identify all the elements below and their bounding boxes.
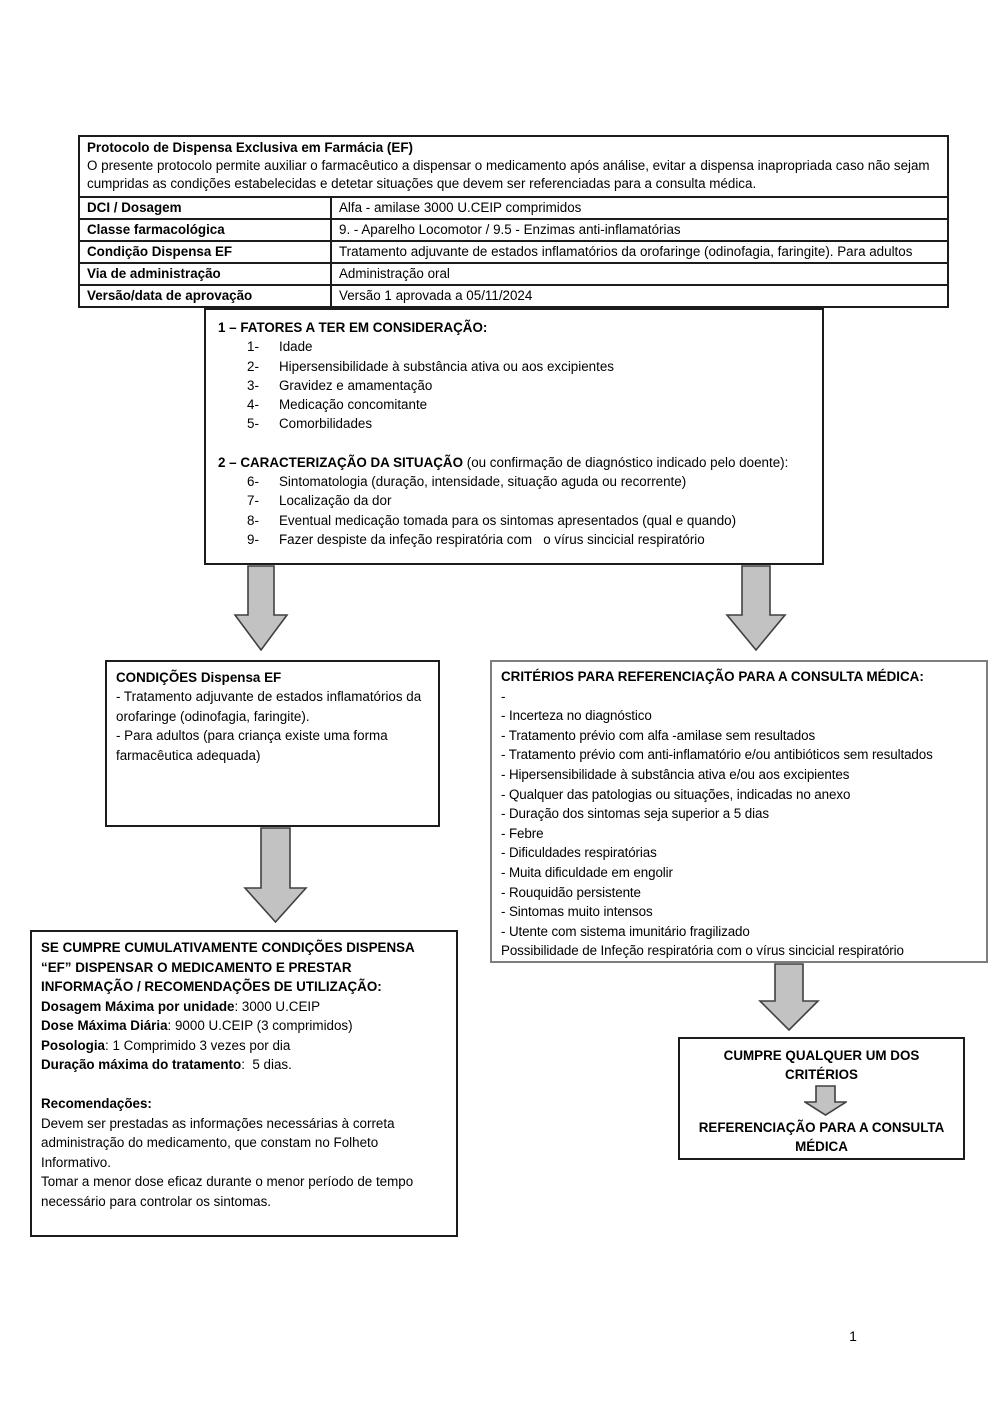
field-value: : 1 Comprimido 3 vezes por dia bbox=[105, 1037, 291, 1053]
dispense-box bbox=[30, 930, 458, 1237]
list-item bbox=[218, 511, 810, 530]
list-item bbox=[218, 395, 810, 414]
protocol-title: Protocolo de Dispensa Exclusiva em Farmácia (EF) bbox=[87, 140, 413, 155]
referral-bottom-line: REFERENCIAÇÃO PARA A CONSULTA bbox=[698, 1120, 945, 1135]
conditions-line: - Para adultos (para criança existe uma forma farmacêutica adequada) bbox=[116, 728, 388, 763]
down-arrow-small bbox=[804, 1085, 847, 1116]
item-text: Gravidez e amamentação bbox=[279, 377, 433, 393]
criteria-item: - Duração dos sintomas seja superior a 5 dias bbox=[501, 806, 769, 822]
list-item bbox=[218, 491, 810, 510]
criteria-box bbox=[490, 660, 988, 963]
item-text: Localização da dor bbox=[279, 493, 392, 509]
conditions-line: - Tratamento adjuvante de estados inflamatórios da orofaringe (odinofagia, faringite). bbox=[116, 689, 422, 724]
conditions-title: CONDIÇÕES Dispensa EF bbox=[116, 670, 282, 685]
field-label: Duração máxima do tratamento bbox=[41, 1057, 242, 1072]
item-number: 5- bbox=[247, 416, 259, 432]
item-text: Medicação concomitante bbox=[279, 397, 428, 413]
list-item bbox=[218, 530, 810, 549]
criteria-item: - Tratamento prévio com alfa -amilase sem resultados bbox=[501, 727, 816, 743]
list-item bbox=[218, 472, 810, 491]
row-value: Tratamento adjuvante de estados inflamatórios da orofaringe (odinofagia, faringite). Para adultos bbox=[331, 241, 948, 263]
down-arrow-criteria bbox=[758, 963, 820, 1031]
recommendations-title: Recomendações: bbox=[41, 1096, 152, 1111]
item-text: Sintomatologia (duração, intensidade, situação aguda ou recorrente) bbox=[279, 474, 687, 490]
criteria-item: - Qualquer das patologias ou situações, indicadas no anexo bbox=[501, 786, 851, 802]
row-value: Alfa - amilase 3000 U.CEIP comprimidos bbox=[331, 197, 948, 219]
table-row-classe bbox=[79, 219, 948, 241]
table-row-dci bbox=[79, 197, 948, 219]
field-value: : 3000 U.CEIP bbox=[234, 998, 321, 1014]
item-text: Comorbilidades bbox=[279, 416, 373, 432]
criteria-item: - Muita dificuldade em engolir bbox=[501, 864, 673, 880]
criteria-item: - Dificuldades respiratórias bbox=[501, 845, 657, 861]
item-number: 3- bbox=[247, 377, 259, 393]
criteria-item: Possibilidade de Infeção respiratória com o vírus sincicial respiratório bbox=[501, 943, 904, 959]
item-number: 6- bbox=[247, 474, 259, 490]
conditions-box bbox=[105, 660, 440, 827]
item-text: Hipersensibilidade à substância ativa ou aos excipientes bbox=[279, 358, 614, 374]
list-item bbox=[218, 357, 810, 376]
criteria-item: - Rouquidão persistente bbox=[501, 884, 641, 900]
criteria-item: - Hipersensibilidade à substância ativa e/ou aos excipientes bbox=[501, 766, 850, 782]
row-label: Via de administração bbox=[79, 263, 331, 285]
referral-bottom-line: MÉDICA bbox=[795, 1139, 848, 1154]
criteria-item: - Febre bbox=[501, 825, 544, 841]
blank-line bbox=[41, 1075, 447, 1095]
criteria-item: - Sintomas muito intensos bbox=[501, 904, 653, 920]
item-text: Idade bbox=[279, 339, 313, 355]
list-item bbox=[218, 337, 810, 356]
item-number: 1- bbox=[247, 339, 259, 355]
row-value: Administração oral bbox=[331, 263, 948, 285]
dispense-title-line: “EF” DISPENSAR O MEDICAMENTO E PRESTAR bbox=[41, 959, 352, 975]
down-arrow-left bbox=[233, 565, 289, 651]
recommendations-paragraph: Devem ser prestadas as informações necessárias à correta administração do medicamento, que constam no Folheto Informativo. bbox=[41, 1115, 395, 1170]
item-text: Eventual medicação tomada para os sintomas apresentados (qual e quando) bbox=[279, 512, 737, 528]
table-row-condicao bbox=[79, 241, 948, 263]
item-text: Fazer despiste da infeção respiratória com o vírus sincicial respiratório bbox=[279, 531, 705, 547]
dosage-field bbox=[41, 1036, 447, 1056]
table-row-via bbox=[79, 263, 948, 285]
dosage-field bbox=[41, 1055, 447, 1075]
referral-top-line: CUMPRE QUALQUER UM DOS bbox=[723, 1048, 920, 1063]
dispense-title-line: INFORMAÇÃO / RECOMENDAÇÕES DE UTILIZAÇÃO: bbox=[41, 979, 382, 994]
item-number: 7- bbox=[247, 493, 259, 509]
protocol-title-cell bbox=[79, 136, 948, 197]
field-value: : 5 dias. bbox=[241, 1057, 292, 1072]
row-label: Condição Dispensa EF bbox=[79, 241, 331, 263]
item-number: 8- bbox=[247, 512, 259, 528]
dosage-field bbox=[41, 1016, 447, 1036]
down-arrow-right bbox=[725, 565, 787, 651]
row-value: 9. - Aparelho Locomotor / 9.5 - Enzimas anti-inflamatórias bbox=[331, 219, 948, 241]
considerations-box bbox=[204, 308, 824, 565]
section1-title: 1 – FATORES A TER EM CONSIDERAÇÃO: bbox=[218, 320, 488, 335]
criteria-item: - Utente com sistema imunitário fragilizado bbox=[501, 923, 750, 939]
item-number: 4- bbox=[247, 397, 259, 413]
field-value: : 9000 U.CEIP (3 comprimidos) bbox=[167, 1018, 353, 1033]
row-label: Versão/data de aprovação bbox=[79, 285, 331, 307]
criteria-title: CRITÉRIOS PARA REFERENCIAÇÃO PARA A CONSULTA MÉDICA: bbox=[501, 669, 924, 684]
row-label: Classe farmacológica bbox=[79, 219, 331, 241]
recommendations-paragraph: Tomar a menor dose eficaz durante o menor período de tempo necessário para controlar os sintomas. bbox=[41, 1174, 414, 1209]
row-label: DCI / Dosagem bbox=[79, 197, 331, 219]
protocol-description: O presente protocolo permite auxiliar o farmacêutico a dispensar o medicamento após análise, evitar a dispensa inapropriada caso não sejam cumpridas as condições estabelecidas e detetar situações que devem ser referenciadas para a consulta médica. bbox=[87, 158, 930, 191]
field-label: Dosagem Máxima por unidade bbox=[41, 998, 235, 1014]
criteria-item: - Tratamento prévio com anti-inflamatório e/ou antibióticos sem resultados bbox=[501, 747, 933, 763]
referral-top-line: CRITÉRIOS bbox=[785, 1067, 858, 1082]
protocol-header-table bbox=[78, 135, 949, 308]
criteria-item: - bbox=[501, 688, 506, 704]
dispense-title-line: SE CUMPRE CUMULATIVAMENTE CONDIÇÕES DISPENSA bbox=[41, 940, 415, 955]
down-arrow-conditions bbox=[243, 827, 308, 923]
field-label: Dose Máxima Diária bbox=[41, 1018, 168, 1033]
row-value: Versão 1 aprovada a 05/11/2024 bbox=[331, 285, 948, 307]
page-number: 1 bbox=[849, 1328, 857, 1344]
section2-title: 2 – CARACTERIZAÇÃO DA SITUAÇÃO (ou confirmação de diagnóstico indicado pelo doente): bbox=[218, 454, 789, 470]
field-label: Posologia bbox=[41, 1037, 105, 1053]
item-number: 9- bbox=[247, 531, 259, 547]
criteria-item: - Incerteza no diagnóstico bbox=[501, 708, 652, 724]
referral-box bbox=[678, 1037, 965, 1160]
item-number: 2- bbox=[247, 358, 259, 374]
dosage-field bbox=[41, 997, 447, 1017]
list-item bbox=[218, 376, 810, 395]
table-row-versao bbox=[79, 285, 948, 307]
list-item bbox=[218, 414, 810, 433]
